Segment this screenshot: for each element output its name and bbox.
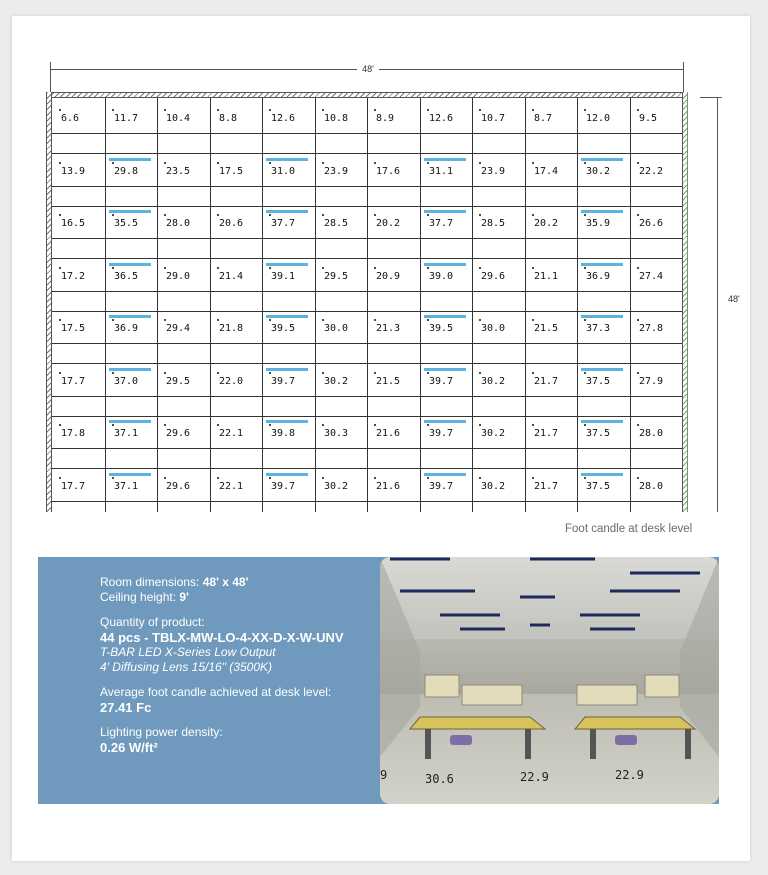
width-dimension-tick-left: [50, 62, 51, 94]
light-fixture: [581, 420, 623, 423]
render-floor-value: 22.9: [520, 770, 549, 784]
footcandle-value: 30.2: [481, 481, 506, 492]
footcandle-value: 31.1: [429, 166, 454, 177]
light-fixture: [109, 420, 151, 423]
footcandle-value: 39.7: [271, 376, 296, 387]
grid-column-line: [157, 98, 158, 512]
light-fixture: [424, 315, 466, 318]
footcandle-value: 22.2: [639, 166, 664, 177]
grid-column-line: [210, 98, 211, 512]
footcandle-value: 23.5: [166, 166, 191, 177]
footcandle-value: 29.4: [166, 323, 191, 334]
footcandle-value: 27.4: [639, 271, 664, 282]
footcandle-value: 22.0: [219, 376, 244, 387]
light-fixture: [266, 158, 308, 161]
footcandle-value: 21.5: [376, 376, 401, 387]
footcandle-value: 30.2: [324, 376, 349, 387]
footcandle-value: 39.0: [429, 271, 454, 282]
depth-dimension-line: [717, 97, 718, 512]
footcandle-value: 6.6: [61, 113, 80, 124]
footcandle-value: 37.5: [586, 376, 611, 387]
office-render-svg: [380, 557, 719, 804]
grid-row-line: [52, 363, 682, 364]
product-line-1: T-BAR LED X-Series Low Output: [100, 645, 276, 659]
light-fixture: [109, 158, 151, 161]
footcandle-value: 10.4: [166, 113, 191, 124]
ceiling-height-value: 9': [179, 590, 189, 604]
footcandle-value: 37.7: [271, 218, 296, 229]
render-floor-value: 22.9: [615, 768, 644, 782]
footcandle-value: 30.2: [586, 166, 611, 177]
footcandle-value: 17.5: [219, 166, 244, 177]
grid-column-line: [525, 98, 526, 512]
light-fixture: [266, 263, 308, 266]
footcandle-value: 39.5: [429, 323, 454, 334]
footcandle-value: 39.8: [271, 428, 296, 439]
light-fixture: [266, 420, 308, 423]
footcandle-value: 37.1: [114, 481, 139, 492]
light-fixture: [424, 420, 466, 423]
footcandle-value: 30.2: [481, 376, 506, 387]
footcandle-value: 21.3: [376, 323, 401, 334]
grid-column-line: [262, 98, 263, 512]
footcandle-value: 21.1: [534, 271, 559, 282]
footcandle-value: 35.5: [114, 218, 139, 229]
light-fixture: [424, 210, 466, 213]
footcandle-value: 28.5: [481, 218, 506, 229]
footcandle-value: 22.1: [219, 428, 244, 439]
lpd-value: 0.26 W/ft²: [100, 740, 158, 755]
footcandle-value: 21.6: [376, 481, 401, 492]
footcandle-value: 21.7: [534, 428, 559, 439]
footcandle-value: 29.5: [324, 271, 349, 282]
light-fixture: [581, 263, 623, 266]
grid-row-line: [52, 206, 682, 207]
office-render-image: [380, 557, 719, 804]
grid-row-line: [52, 153, 682, 154]
footcandle-value: 21.5: [534, 323, 559, 334]
footcandle-value: 27.8: [639, 323, 664, 334]
footcandle-value: 20.6: [219, 218, 244, 229]
footcandle-value: 37.3: [586, 323, 611, 334]
grid-row-line: [52, 448, 682, 449]
footcandle-value: 12.0: [586, 113, 611, 124]
footcandle-value: 35.9: [586, 218, 611, 229]
footcandle-value: 36.5: [114, 271, 139, 282]
footcandle-value: 17.5: [61, 323, 86, 334]
footcandle-value: 10.7: [481, 113, 506, 124]
grid-row-line: [52, 343, 682, 344]
footcandle-value: 39.7: [271, 481, 296, 492]
light-fixture: [581, 158, 623, 161]
room-dimensions-value: 48' x 48': [202, 575, 249, 589]
footcandle-value: 20.2: [534, 218, 559, 229]
lpd-label: Lighting power density:: [100, 725, 223, 739]
width-dimension-tick-right: [683, 62, 684, 94]
light-fixture: [424, 263, 466, 266]
footcandle-value: 30.2: [324, 481, 349, 492]
footcandle-value: 28.0: [166, 218, 191, 229]
light-fixture: [266, 473, 308, 476]
light-fixture: [581, 368, 623, 371]
light-fixture: [424, 158, 466, 161]
light-fixture: [109, 315, 151, 318]
footcandle-value: 37.1: [114, 428, 139, 439]
light-fixture: [109, 263, 151, 266]
footcandle-value: 30.3: [324, 428, 349, 439]
quantity-label: Quantity of product:: [100, 615, 205, 629]
footcandle-value: 29.5: [166, 376, 191, 387]
grid-column-line: [472, 98, 473, 512]
footcandle-value: 23.9: [481, 166, 506, 177]
light-fixture: [581, 473, 623, 476]
footcandle-value: 37.7: [429, 218, 454, 229]
grid-caption: Foot candle at desk level: [565, 523, 693, 535]
light-fixture: [424, 368, 466, 371]
light-fixture: [424, 473, 466, 476]
footcandle-value: 17.4: [534, 166, 559, 177]
grid-column-line: [420, 98, 421, 512]
footcandle-value: 37.0: [114, 376, 139, 387]
light-fixture: [109, 210, 151, 213]
footcandle-value: 26.6: [639, 218, 664, 229]
grid-row-line: [52, 258, 682, 259]
light-fixture: [581, 210, 623, 213]
footcandle-value: 29.6: [166, 481, 191, 492]
grid-row-line: [52, 311, 682, 312]
footcandle-value: 12.6: [271, 113, 296, 124]
footcandle-value: 21.4: [219, 271, 244, 282]
wall-right: [682, 92, 688, 512]
footcandle-value: 11.7: [114, 113, 139, 124]
light-fixture: [109, 368, 151, 371]
footcandle-value: 30.0: [481, 323, 506, 334]
footcandle-value: 17.7: [61, 481, 86, 492]
footcandle-value: 20.9: [376, 271, 401, 282]
grid-column-line: [367, 98, 368, 512]
footcandle-value: 12.6: [429, 113, 454, 124]
footcandle-value: 39.7: [429, 428, 454, 439]
footcandle-value: 21.7: [534, 481, 559, 492]
footcandle-value: 9.5: [639, 113, 658, 124]
grid-row-line: [52, 291, 682, 292]
ceiling-height-label: Ceiling height:: [100, 590, 180, 604]
grid-column-line: [577, 98, 578, 512]
footcandle-value: 20.2: [376, 218, 401, 229]
footcandle-value: 17.2: [61, 271, 86, 282]
footcandle-value: 29.0: [166, 271, 191, 282]
product-line-2: 4' Diffusing Lens 15/16" (3500K): [100, 660, 272, 674]
footcandle-value: 21.8: [219, 323, 244, 334]
footcandle-value: 30.2: [481, 428, 506, 439]
grid-row-line: [52, 133, 682, 134]
footcandle-value: 36.9: [586, 271, 611, 282]
average-fc-label: Average foot candle achieved at desk level:: [100, 685, 332, 699]
footcandle-value: 17.7: [61, 376, 86, 387]
average-fc-value: 27.41 Fc: [100, 700, 152, 715]
light-fixture: [581, 315, 623, 318]
footcandle-value: 28.0: [639, 481, 664, 492]
grid-row-line: [52, 186, 682, 187]
footcandle-value: 39.7: [429, 376, 454, 387]
footcandle-value: 8.9: [376, 113, 395, 124]
footcandle-value: 30.0: [324, 323, 349, 334]
footcandle-value: 21.7: [534, 376, 559, 387]
grid-column-line: [630, 98, 631, 512]
footcandle-value: 37.5: [586, 481, 611, 492]
footcandle-value: 36.9: [114, 323, 139, 334]
grid-row-line: [52, 468, 682, 469]
footcandle-value: 29.6: [166, 428, 191, 439]
grid-column-line: [315, 98, 316, 512]
depth-dimension-label: 48': [728, 294, 740, 304]
width-dimension-label: 48': [357, 63, 379, 75]
grid-row-line: [52, 396, 682, 397]
grid-row-line: [52, 501, 682, 502]
info-text: [100, 575, 375, 755]
footcandle-value: 39.7: [429, 481, 454, 492]
footcandle-value: 37.5: [586, 428, 611, 439]
quantity-value: 44 pcs - TBLX-MW-LO-4-XX-D-X-W-UNV: [100, 630, 344, 645]
room-dimensions-label: Room dimensions:: [100, 575, 203, 589]
footcandle-value: 29.8: [114, 166, 139, 177]
footcandle-value: 17.8: [61, 428, 86, 439]
footcandle-value: 27.9: [639, 376, 664, 387]
footcandle-value: 8.8: [219, 113, 238, 124]
footcandle-value: 31.0: [271, 166, 296, 177]
footcandle-value: 21.6: [376, 428, 401, 439]
render-floor-value: 9: [380, 768, 388, 782]
grid-row-line: [52, 238, 682, 239]
ceiling-height: [100, 590, 375, 605]
footcandle-value: 28.0: [639, 428, 664, 439]
light-fixture: [266, 315, 308, 318]
footcandle-value: 29.6: [481, 271, 506, 282]
footcandle-value: 8.7: [534, 113, 553, 124]
footcandle-value: 13.9: [61, 166, 86, 177]
footcandle-value: 23.9: [324, 166, 349, 177]
light-fixture: [109, 473, 151, 476]
footcandle-value: 39.5: [271, 323, 296, 334]
depth-dimension-tick: [700, 97, 722, 98]
light-fixture: [266, 210, 308, 213]
render-floor-value: 30.6: [425, 772, 454, 786]
grid-column-line: [105, 98, 106, 512]
footcandle-value: 16.5: [61, 218, 86, 229]
footcandle-value: 10.8: [324, 113, 349, 124]
footcandle-value: 22.1: [219, 481, 244, 492]
footcandle-value: 17.6: [376, 166, 401, 177]
grid-row-line: [52, 416, 682, 417]
footcandle-grid: [52, 98, 682, 512]
light-fixture: [266, 368, 308, 371]
footcandle-value: 39.1: [271, 271, 296, 282]
room-dimensions: [100, 575, 375, 590]
footcandle-value: 28.5: [324, 218, 349, 229]
